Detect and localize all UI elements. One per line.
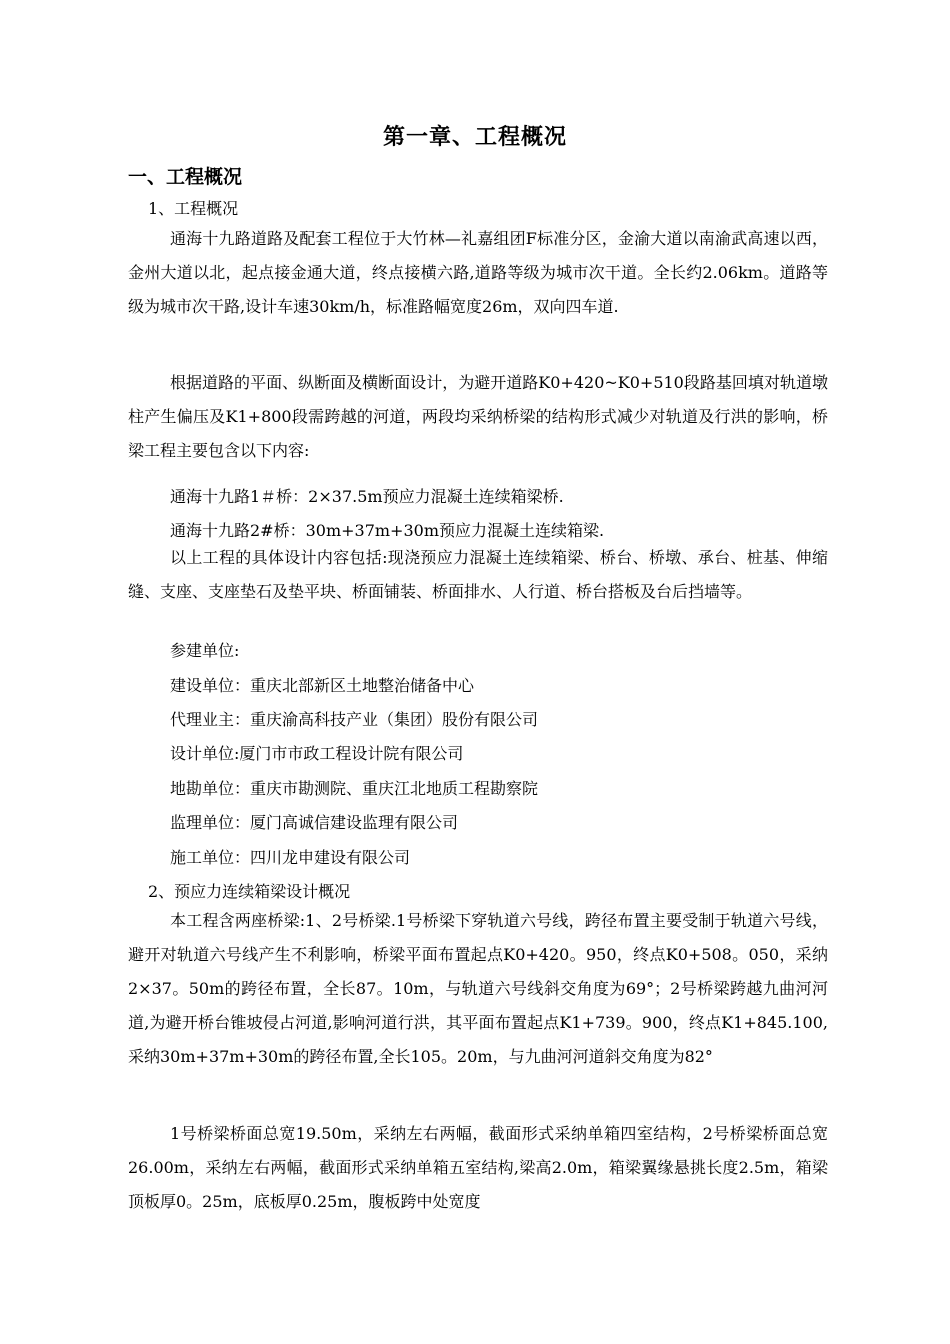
- paragraph-bridge-layout: 本工程含两座桥梁:1、2号桥梁.1号桥梁下穿轨道六号线，跨径布置主要受制于轨道六号线，避开对轨道六号线产生不利影响，桥梁平面布置起点K0+420。950，终点K0+508。050，采纳2×37。50m的跨径布置，全长87。10m，与轨道六号线斜交角度为69°；2号桥梁跨越九曲河河道,为避开桥台锥坡侵占河道,影响河道行洪，其平面布置起点K1+739。900，终点K1+845.100,采纳30m+37m+30m的跨径布置,全长105。20m，与九曲河河道斜交角度为82°: [128, 911, 828, 1066]
- unit-contractor: 施工单位：四川龙申建设有限公司: [170, 848, 411, 867]
- subheading-2: 2、预应力连续箱梁设计概况: [148, 882, 351, 901]
- unit-construction-owner: 建设单位：重庆北部新区土地整治储备中心: [170, 676, 475, 695]
- participating-units-label: 参建单位:: [170, 641, 240, 660]
- paragraph-bridge-section: 1号桥梁桥面总宽19.50m，采纳左右两幅，截面形式采纳单箱四室结构，2号桥梁桥面总宽26.00m，采纳左右两幅，截面形式采纳单箱五室结构,梁高2.0m，箱梁翼缘悬挑长度2.5m，箱梁顶板厚0。25m，底板厚0.25m，腹板跨中处宽度: [128, 1124, 828, 1211]
- bridge-2-line: 通海十九路2#桥：30m+37m+30m预应力混凝土连续箱梁.: [170, 521, 605, 540]
- subheading-1: 1、工程概况: [148, 199, 239, 218]
- unit-survey: 地勘单位：重庆市勘测院、重庆江北地质工程勘察院: [170, 779, 539, 798]
- chapter-title: 第一章、工程概况: [382, 125, 567, 150]
- bridge-1-line: 通海十九路1＃桥：2×37.5m预应力混凝土连续箱梁桥.: [170, 487, 564, 506]
- unit-agent-owner: 代理业主：重庆渝高科技产业（集团）股份有限公司: [170, 710, 539, 729]
- paragraph-design-content: 以上工程的具体设计内容包括:现浇预应力混凝土连续箱梁、桥台、桥墩、承台、桩基、伸缩缝、支座、支座垫石及垫平块、桥面铺装、桥面排水、人行道、桥台搭板及台后挡墙等。: [128, 548, 828, 601]
- unit-design: 设计单位:厦门市市政工程设计院有限公司: [170, 744, 464, 763]
- section-heading: 一、工程概况: [128, 166, 243, 188]
- paragraph-project-location: 通海十九路道路及配套工程位于大竹林—礼嘉组团F标准分区，金渝大道以南渝武高速以西，金州大道以北，起点接金通大道，终点接横六路,道路等级为城市次干道。全长约2.06km。道路等级为城市次干路,设计车速30km/h，标准路幅宽度26m，双向四车道.: [128, 229, 828, 316]
- unit-supervision: 监理单位：厦门高诚信建设监理有限公司: [170, 813, 459, 832]
- paragraph-bridge-design-reason: 根据道路的平面、纵断面及横断面设计，为避开道路K0+420~K0+510段路基回填对轨道墩柱产生偏压及K1+800段需跨越的河道，两段均采纳桥梁的结构形式减少对轨道及行洪的影响，桥梁工程主要包含以下内容:: [128, 373, 828, 460]
